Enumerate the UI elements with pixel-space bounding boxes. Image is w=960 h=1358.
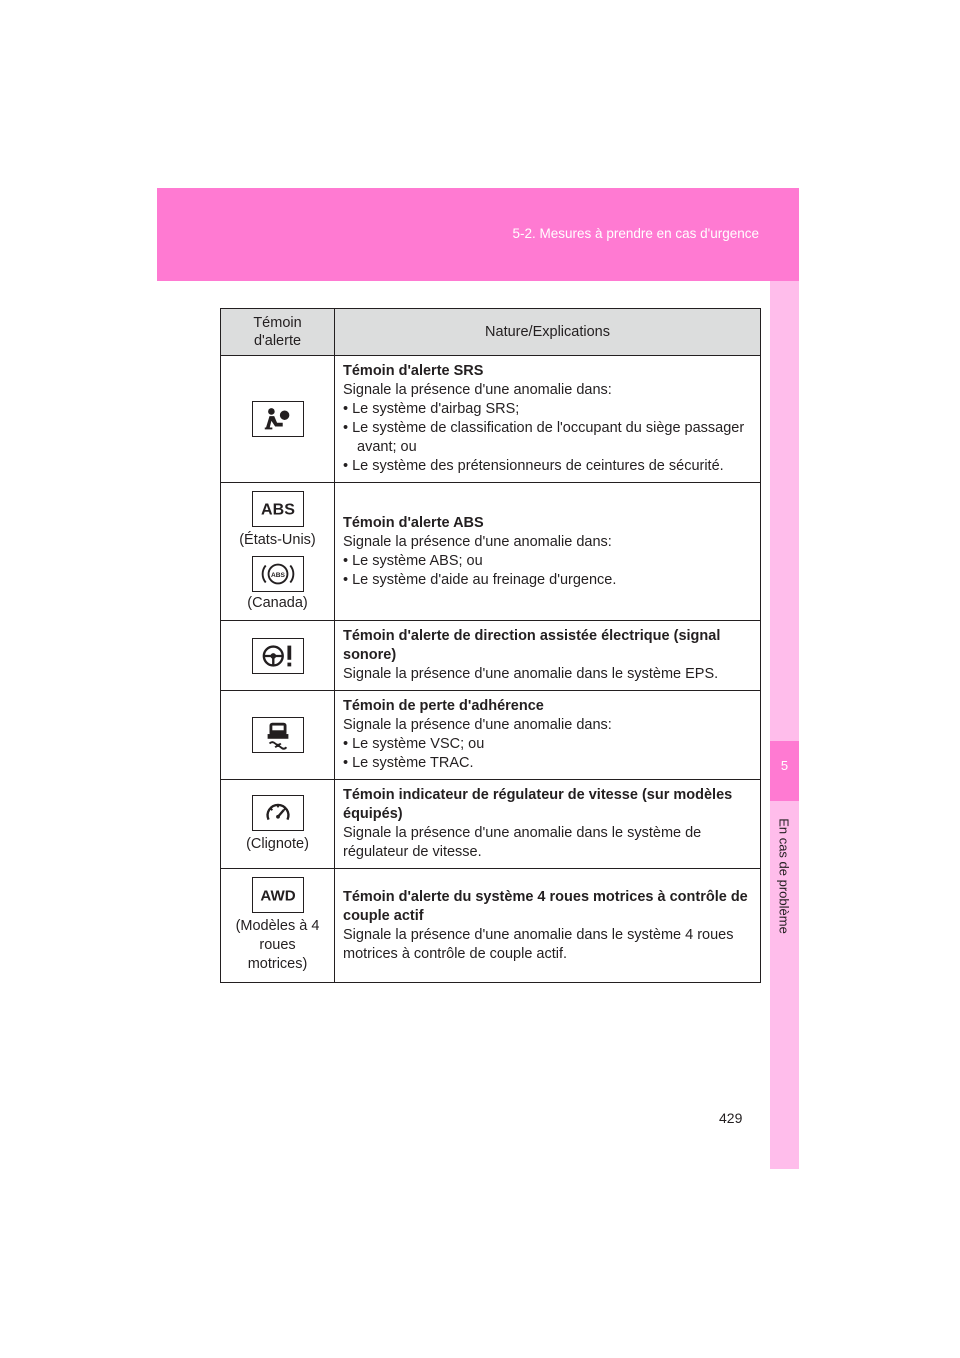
table-row bbox=[221, 483, 761, 621]
row-bullet: • Le système ABS; ou bbox=[343, 552, 483, 569]
section-title: 5-2. Mesures à prendre en cas d'urgence bbox=[512, 226, 759, 241]
chapter-number: 5 bbox=[780, 758, 789, 773]
table-row bbox=[221, 869, 761, 983]
icon-caption: (États-Unis) bbox=[239, 531, 316, 548]
row-bullet: • Le système de classification de l'occupant du siège passager avant; ou bbox=[343, 420, 745, 455]
chapter-title: En cas de problème bbox=[776, 818, 792, 934]
row-title: Témoin d'alerte de direction assistée électrique (signal sonore) bbox=[343, 628, 721, 663]
awd-icon-text: AWD bbox=[259, 887, 296, 905]
icon-caption: (Clignote) bbox=[246, 835, 309, 852]
row-title: Témoin indicateur de régulateur de vitesse (sur modèles équipés) bbox=[343, 787, 733, 822]
awd-icon bbox=[252, 877, 304, 913]
slip-indicator-icon bbox=[252, 717, 304, 753]
table-row bbox=[221, 691, 761, 780]
row-title: Témoin d'alerte SRS bbox=[343, 363, 484, 379]
row-bullet: • Le système VSC; ou bbox=[343, 736, 485, 752]
header-description: Nature/Explications bbox=[335, 309, 761, 356]
row-intro: Signale la présence d'une anomalie dans le système de régulateur de vitesse. bbox=[343, 825, 702, 860]
abs-circle-icon-text: ABS bbox=[270, 571, 285, 579]
table-row bbox=[221, 780, 761, 869]
row-intro: Signale la présence d'une anomalie dans: bbox=[343, 717, 612, 733]
row-intro: Signale la présence d'une anomalie dans le système 4 roues motrices à contrôle de couple actif. bbox=[343, 926, 734, 962]
row-intro: Signale la présence d'une anomalie dans le système EPS. bbox=[343, 666, 719, 682]
row-title: Témoin d'alerte du système 4 roues motrices à contrôle de couple actif bbox=[343, 888, 748, 924]
icon-caption: roues bbox=[259, 937, 296, 953]
abs-icon bbox=[252, 491, 304, 527]
table-header-row bbox=[221, 309, 761, 356]
warning-lights-table bbox=[220, 308, 761, 983]
table-row bbox=[221, 356, 761, 483]
row-bullet: • Le système d'aide au freinage d'urgence. bbox=[343, 571, 617, 588]
row-title: Témoin d'alerte ABS bbox=[343, 514, 484, 531]
row-bullet: • Le système d'airbag SRS; bbox=[343, 401, 520, 417]
header-indicator bbox=[221, 309, 335, 356]
row-title: Témoin de perte d'adhérence bbox=[343, 698, 544, 714]
table-row bbox=[221, 621, 761, 691]
section-header-band bbox=[157, 188, 799, 281]
page-number: 429 bbox=[719, 1110, 743, 1126]
icon-caption: motrices) bbox=[247, 956, 308, 972]
srs-airbag-icon bbox=[252, 401, 304, 437]
header-indicator-line1: Témoin bbox=[253, 315, 302, 331]
row-bullet: • Le système TRAC. bbox=[343, 755, 474, 771]
cruise-control-icon bbox=[252, 795, 304, 831]
abs-icon-text: ABS bbox=[260, 500, 295, 519]
icon-caption: (Modèles à 4 bbox=[235, 918, 320, 934]
row-bullet: • Le système des prétensionneurs de ceintures de sécurité. bbox=[343, 458, 724, 474]
header-indicator-line2: d'alerte bbox=[253, 333, 302, 349]
eps-steering-icon bbox=[252, 638, 304, 674]
icon-caption: (Canada) bbox=[247, 594, 308, 611]
side-tab-strip bbox=[770, 281, 799, 1169]
row-intro: Signale la présence d'une anomalie dans: bbox=[343, 382, 612, 398]
chapter-tab[interactable] bbox=[770, 741, 799, 801]
abs-circle-icon bbox=[252, 556, 304, 592]
row-intro: Signale la présence d'une anomalie dans: bbox=[343, 533, 612, 550]
